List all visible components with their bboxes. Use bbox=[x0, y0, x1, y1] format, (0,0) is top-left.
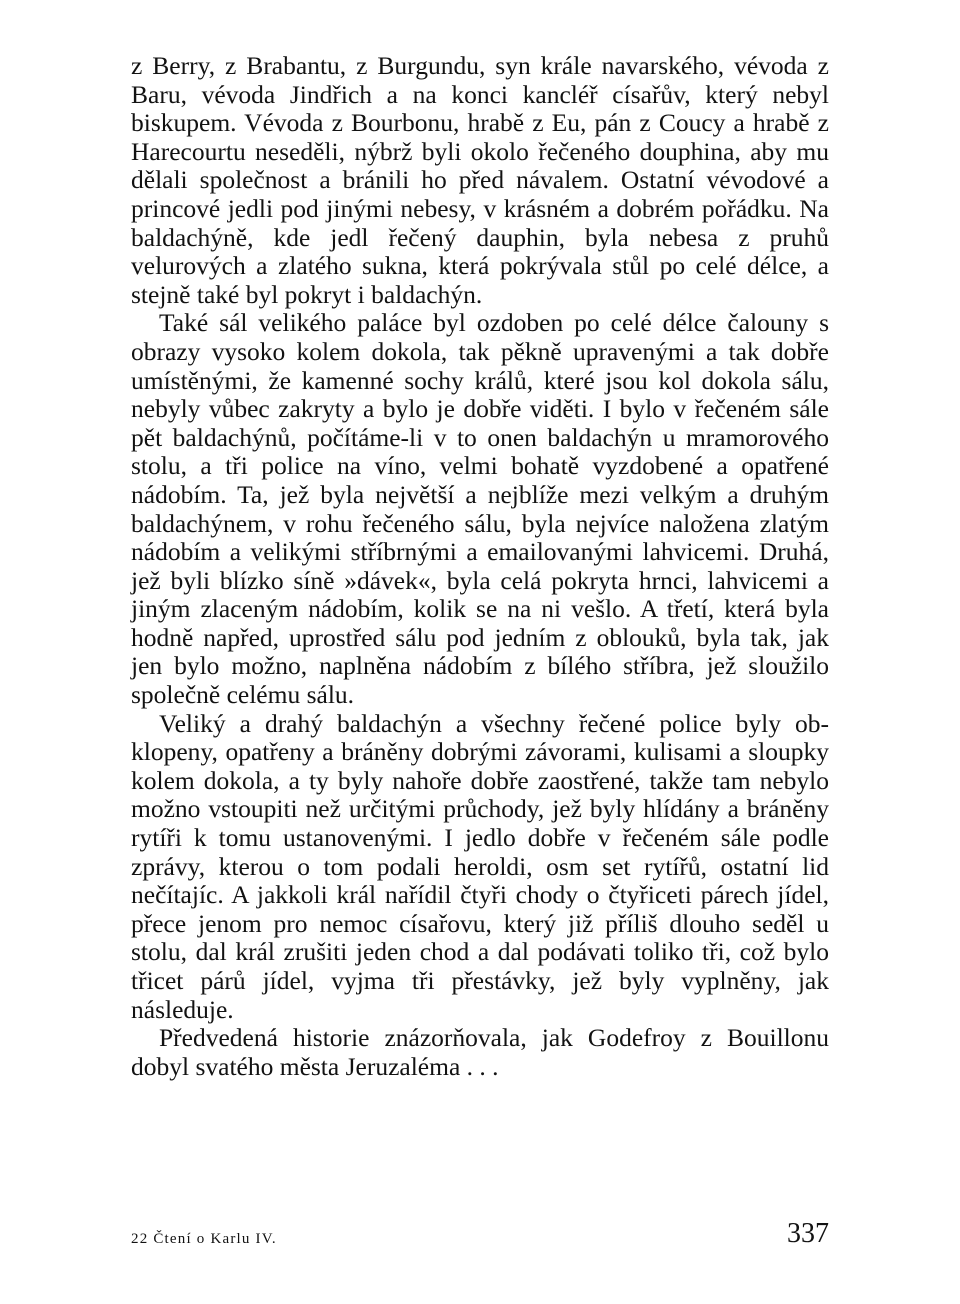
page-body bbox=[131, 52, 829, 1081]
paragraph-4: Předvedená historie znázorňovala, jak Godefroy z Bouillonu dobyl svatého města Jeruzaléma . . . bbox=[131, 1023, 829, 1081]
paragraph-2: Také sál velikého paláce byl ozdoben po celé délce čalouny s obrazy vysoko kolem dokola, tak pěkně upravenými a tak dobře umístěnými, že kamenné sochy králů, které jsou kol dokola sálu, nebyly vůbec zakryty a bylo je dobře viděti. I bylo v řečeném sále pět baldachýnů, počítáme-li v to onen baldachýn u mramorového stolu, a tři police na víno, velmi bohatě vyzdobené a opatřené nádobím. Ta, jež byla největší a nejblíže mezi velkým a druhým baldachýnem, v rohu řečeného sálu, byla nejvíce naložena zlatým nádobím a velikými stříbrnými a emailovanými lahvicemi. Druhá, jež byli blízko síně »dávek«, byla celá pokryta hrnci, lahvicemi a jiným zlaceným nádobím, kolik se na ni vešlo. A třetí, která byla hodně napřed, uprostřed sálu pod jedním z oblouků, byla tak, jak jen bylo možno, naplněna nádobím z bílého stříbra, jež sloužilo společně celému sálu. bbox=[131, 308, 829, 710]
page-number: 337 bbox=[787, 1218, 829, 1249]
paragraph-3: Veliký a drahý baldachýn a všechny řečené police byly obklopeny, opatřeny a bráněny dobrými závorami, kulisami a sloupky kolem dokola, a ty byly nahoře dobře zaostřené, takže tam nebylo možno vstoupiti než určitými průchody, jež byly hlídány a bráněny rytíři k tomu ustanovenými. I jedlo dobře v řečeném sále podle zprávy, kterou o tom podali heroldi, osm set rytířů, ostatní lid nečítajíc. A jakkoli král nařídil čtyři chody o čtyřiceti párech jídel, přece jenom pro nemoc císařovu, který již příliš dlouho seděl u stolu, dal král zrušiti jeden chod a dal podávati toliko tři, což bylo třicet párů jídel, vyjma tři přestávky, jež byly vyplněny, jak následuje. bbox=[131, 708, 829, 1024]
page-footer bbox=[131, 1218, 829, 1258]
printer-signature: 22 Čtení o Karlu IV. bbox=[131, 1231, 277, 1247]
paragraph-1: z Berry, z Brabantu, z Burgundu, syn krále navarského, vévoda z Baru, vévoda Jindřich a na konci kancléř císařův, který nebyl biskupem. Vévoda z Bourbonu, hrabě z Eu, pán z Coucy a hrabě z Harecourtu neseděli, nýbrž byli okolo řečeného douphina, aby mu dělali společnost a bránili ho před návalem. Ostatní vévodové a princové jedli pod jinými nebesy, v krásném a dobrém pořádku. Na baldachýně, kde jedl řečený dauphin, byla nebesa z pruhů velurových a zlatého sukna, která pokrývala stůl po celé délce, a stejně také byl pokryt i baldachýn. bbox=[131, 51, 829, 309]
